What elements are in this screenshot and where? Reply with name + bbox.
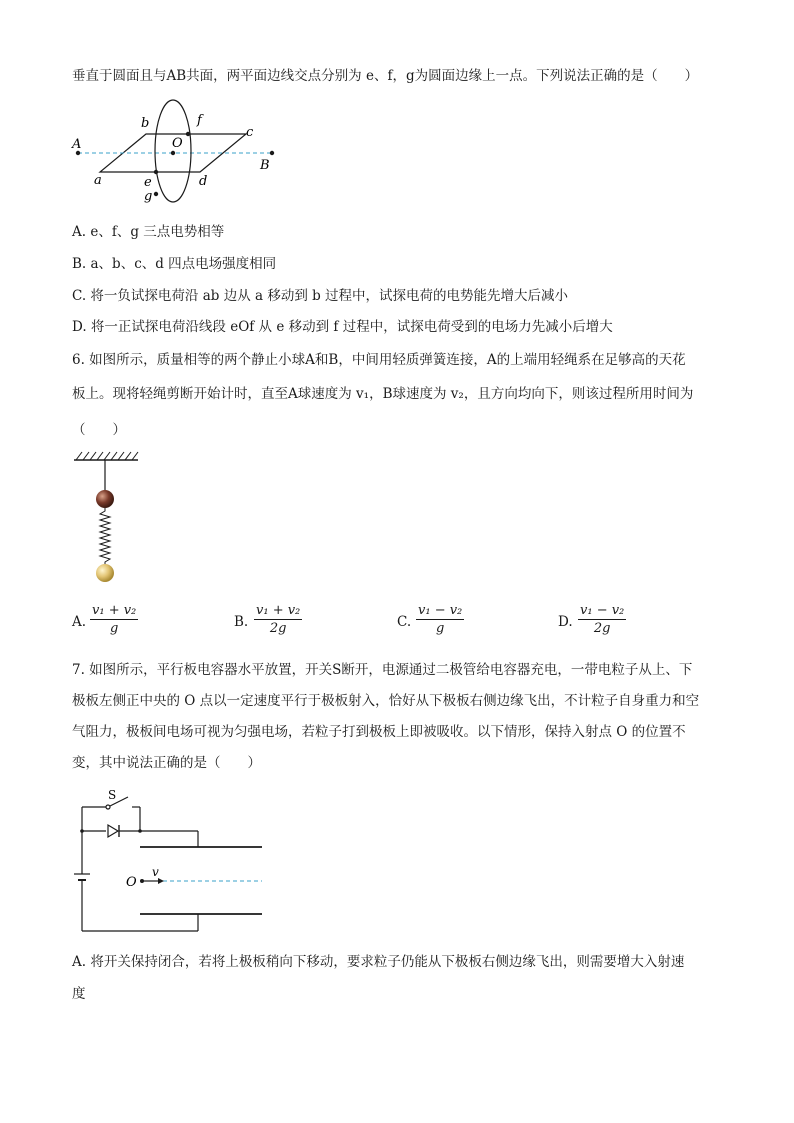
q7-stem-line4: 变，其中说法正确的是（ ）: [72, 755, 261, 771]
q6-option-c-fraction: [416, 603, 464, 638]
q5-option-a: A. e、f、g 三点电势相等: [72, 224, 225, 240]
q6-ball-a: [96, 490, 114, 508]
q7-switch-contact-left: [106, 805, 110, 809]
q6-option-a-num: v₁ + v₂: [92, 603, 137, 618]
q6-option-d-num: v₁ − v₂: [580, 603, 625, 618]
q7-stem-line2: 极板左侧正中央的 O 点以一定速度平行于极板射入，恰好从下极板右侧边缘飞出，不计粒子自身重力和空: [72, 693, 700, 709]
q5-figure: [68, 96, 283, 208]
q6-spring: [100, 508, 110, 565]
q5-point-f: [186, 132, 190, 136]
q6-option-a-fraction: [90, 603, 138, 638]
q6-option-d-fraction: [578, 603, 626, 638]
q6-option-b-num: v₁ + v₂: [256, 603, 301, 618]
q6-option-d-den: 2g: [593, 621, 611, 636]
q6-option-c-label: C.: [397, 614, 412, 630]
q5-option-b: B. a、b、c、d 四点电场强度相同: [72, 256, 277, 272]
q5-option-d: D. 将一正试探电荷沿线段 eOf 从 e 移动到 f 过程中，试探电荷受到的电场力先减小后增大: [72, 319, 613, 335]
q5-point-b-big: [270, 151, 274, 155]
q7-figure: [70, 785, 270, 935]
q5-point-e: [154, 170, 158, 174]
q5-label-a: a: [94, 173, 102, 188]
q6-option-d-label: D.: [558, 614, 573, 630]
q5-stem: 垂直于圆面且与AB共面，两平面边线交点分别为 e、f，g为圆面边缘上一点。下列说法正确的是（ ）: [72, 68, 699, 84]
q7-diode-triangle: [108, 825, 118, 837]
q7-option-a-line1: A. 将开关保持闭合，若将上极板稍向下移动，要求粒子仍能从下极板右侧边缘飞出，则需要增大入射速: [72, 954, 685, 970]
q5-label-d: d: [199, 174, 208, 189]
q7-velocity-label: v: [152, 865, 159, 879]
q6-stem-line3: （ ）: [72, 422, 126, 438]
q6-option-b-label: B.: [234, 614, 249, 630]
q6-figure: [70, 448, 142, 588]
q7-switch-label: S: [108, 788, 117, 802]
q5-option-c: C. 将一负试探电荷沿 ab 边从 a 移动到 b 过程中，试探电荷的电势能先增大后减小: [72, 288, 569, 304]
q5-label-e: e: [144, 175, 152, 190]
q6-option-a-label: A.: [72, 614, 87, 630]
q5-label-A: A: [72, 137, 82, 152]
q7-origin-label: O: [126, 875, 137, 890]
q6-option-a-den: g: [109, 621, 119, 636]
q6-option-b-fraction: [254, 603, 302, 638]
q6-ball-b: [96, 564, 114, 582]
q7-stem-line1: 7. 如图所示，平行板电容器水平放置，开关S断开，电源通过二极管给电容器充电，一带电粒子从上、下: [72, 662, 693, 678]
q5-label-f: f: [197, 113, 202, 128]
q6-stem-line2: 板上。现将轻绳剪断开始计时，直至A球速度为 v₁，B球速度为 v₂，且方向均向下，则该过程所用时间为: [72, 386, 694, 402]
q7-stem-line3: 气阻力，极板间电场可视为匀强电场，若粒子打到极板上即被吸收。以下情形，保持入射点 O 的位置不: [72, 724, 686, 740]
q6-option-c-den: g: [435, 621, 445, 636]
q7-option-a-line2: 度: [72, 986, 86, 1002]
q6-ceiling-hatch: [76, 452, 138, 460]
q5-label-c: c: [246, 125, 254, 140]
q5-point-o: [171, 151, 175, 155]
q5-label-b: b: [141, 116, 150, 131]
q5-point-g: [154, 192, 158, 196]
q5-label-O: O: [172, 136, 183, 151]
q5-label-B: B: [260, 158, 270, 173]
q6-option-b-den: 2g: [269, 621, 287, 636]
q5-label-g: g: [144, 189, 153, 204]
q6-stem-line1: 6. 如图所示，质量相等的两个静止小球A和B，中间用轻质弹簧连接，A的上端用轻绳系在足够高的天花: [72, 352, 686, 368]
q6-option-c-num: v₁ − v₂: [418, 603, 463, 618]
